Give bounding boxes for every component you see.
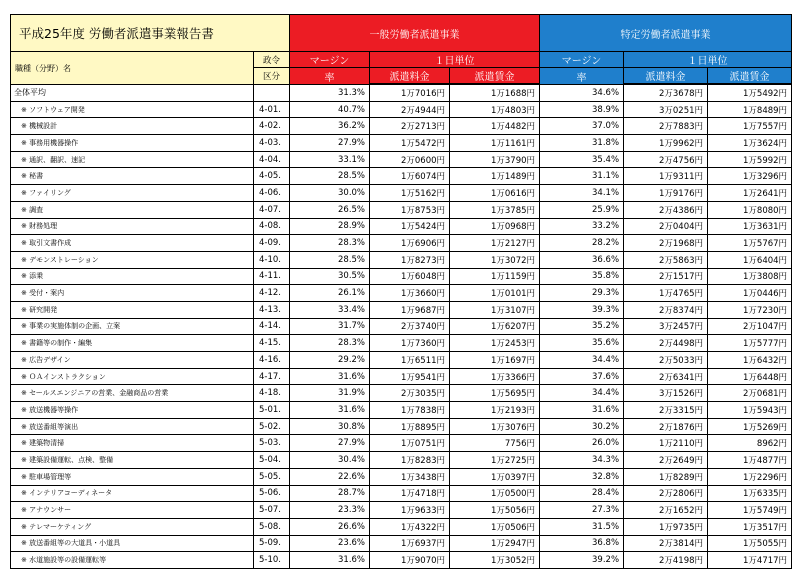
general-margin-cell: 31.6% [290, 368, 370, 385]
specific-fee-cell: 2万2649円 [624, 452, 708, 469]
general-wage-cell: 1万2453円 [450, 335, 540, 352]
specific-wage-cell: 1万7557円 [708, 118, 792, 135]
occupation-cell: ※ 駐車場管理等 [11, 468, 254, 485]
code-cell: 5-05. [254, 468, 290, 485]
general-fee-cell: 1万5472円 [370, 135, 450, 152]
general-fee-cell: 1万9633円 [370, 502, 450, 519]
code-header-bottom: 区分 [254, 68, 290, 85]
specific-daily-unit-header: １日単位 [624, 52, 792, 68]
specific-margin-cell: 31.6% [540, 402, 624, 419]
dispatch-report-table [10, 14, 792, 569]
general-fee-cell: 1万3660円 [370, 285, 450, 302]
general-margin-cell: 28.5% [290, 168, 370, 185]
specific-wage-cell: 1万7230円 [708, 301, 792, 318]
general-margin-cell: 36.2% [290, 118, 370, 135]
general-margin-cell: 31.7% [290, 318, 370, 335]
specific-wage-cell: 1万6432円 [708, 352, 792, 369]
specific-fee-cell: 3万1526円 [624, 385, 708, 402]
specific-fee-cell: 2万0404円 [624, 218, 708, 235]
specific-margin-header-bottom: 率 [540, 68, 624, 85]
table-row [11, 301, 792, 318]
general-margin-cell: 28.3% [290, 235, 370, 252]
occupation-cell: ※ ＯＡインストラクション [11, 368, 254, 385]
specific-wage-cell: 1万6335円 [708, 485, 792, 502]
table-row [11, 185, 792, 202]
occupation-cell: ※ アナウンサー [11, 502, 254, 519]
general-dispatch-header: 一般労働者派遣事業 [290, 15, 540, 52]
specific-margin-cell: 25.9% [540, 201, 624, 218]
general-fee-cell: 1万6074円 [370, 168, 450, 185]
occupation-cell: ※ 機械設計 [11, 118, 254, 135]
general-daily-unit-header: １日単位 [370, 52, 540, 68]
general-wage-cell: 1万4803円 [450, 101, 540, 118]
code-cell: 4-04. [254, 151, 290, 168]
specific-wage-cell: 1万2296円 [708, 468, 792, 485]
table-row [11, 151, 792, 168]
specific-fee-cell: 2万3315円 [624, 402, 708, 419]
occupation-cell: ※ 財務処理 [11, 218, 254, 235]
table-row [11, 285, 792, 302]
occupation-cell: ※ セールスエンジニアの営業、金融商品の営業 [11, 385, 254, 402]
general-wage-cell: 7756円 [450, 435, 540, 452]
table-row [11, 201, 792, 218]
code-cell: 4-02. [254, 118, 290, 135]
general-margin-cell: 23.6% [290, 535, 370, 552]
specific-fee-cell: 2万3678円 [624, 85, 708, 102]
occupation-cell: ※ 事業の実施体制の企画、立案 [11, 318, 254, 335]
specific-wage-cell: 1万8080円 [708, 201, 792, 218]
general-fee-header: 派遣料金 [370, 68, 450, 84]
specific-margin-cell: 34.3% [540, 452, 624, 469]
code-cell: 4-14. [254, 318, 290, 335]
general-margin-cell: 28.9% [290, 218, 370, 235]
general-fee-cell: 1万7838円 [370, 402, 450, 419]
occupation-cell: ※ 広告デザイン [11, 352, 254, 369]
specific-fee-cell: 2万6341円 [624, 368, 708, 385]
specific-fee-cell: 1万2110円 [624, 435, 708, 452]
specific-margin-cell: 32.8% [540, 468, 624, 485]
occupation-cell: ※ 取引文書作成 [11, 235, 254, 252]
specific-fee-cell: 2万2806円 [624, 485, 708, 502]
occupation-cell: ※ 添乗 [11, 268, 254, 285]
specific-fee-cell: 2万4198円 [624, 552, 708, 569]
specific-margin-cell: 38.9% [540, 101, 624, 118]
specific-wage-cell: 2万1047円 [708, 318, 792, 335]
specific-fee-cell: 2万7883円 [624, 118, 708, 135]
general-fee-cell: 1万6511円 [370, 352, 450, 369]
general-margin-cell: 23.3% [290, 502, 370, 519]
general-fee-cell: 1万4322円 [370, 518, 450, 535]
general-fee-cell: 1万6048円 [370, 268, 450, 285]
specific-fee-cell: 3万2457円 [624, 318, 708, 335]
specific-margin-cell: 31.5% [540, 518, 624, 535]
specific-wage-cell: 1万0446円 [708, 285, 792, 302]
general-fee-cell: 1万9541円 [370, 368, 450, 385]
specific-margin-cell: 36.6% [540, 251, 624, 268]
code-cell: 4-11. [254, 268, 290, 285]
general-fee-cell: 1万5424円 [370, 218, 450, 235]
code-header-top: 政令 [254, 52, 290, 68]
general-margin-cell: 27.9% [290, 135, 370, 152]
table-row [11, 218, 792, 235]
specific-margin-cell: 33.2% [540, 218, 624, 235]
code-cell: 4-13. [254, 301, 290, 318]
general-wage-cell: 1万3366円 [450, 368, 540, 385]
table-row [11, 368, 792, 385]
specific-wage-cell: 1万2641円 [708, 185, 792, 202]
occupation-cell: ※ ソフトウェア開発 [11, 101, 254, 118]
occupation-cell: ※ 書籍等の制作・編集 [11, 335, 254, 352]
table-row [11, 385, 792, 402]
specific-margin-cell: 28.4% [540, 485, 624, 502]
specific-wage-cell: 1万5992円 [708, 151, 792, 168]
table-row [11, 118, 792, 135]
specific-margin-cell: 35.6% [540, 335, 624, 352]
specific-fee-cell: 1万9735円 [624, 518, 708, 535]
code-cell: 4-06. [254, 185, 290, 202]
code-cell: 4-03. [254, 135, 290, 152]
specific-fee-cell: 2万1517円 [624, 268, 708, 285]
specific-margin-cell: 34.4% [540, 352, 624, 369]
occupation-header: 職種（分野）名 [11, 52, 254, 85]
specific-margin-cell: 31.8% [540, 135, 624, 152]
occupation-cell: ※ ファイリング [11, 185, 254, 202]
general-fee-cell: 1万7360円 [370, 335, 450, 352]
occupation-cell: ※ 事務用機器操作 [11, 135, 254, 152]
general-fee-cell: 1万8273円 [370, 251, 450, 268]
code-cell: 4-01. [254, 101, 290, 118]
general-fee-cell: 2万0600円 [370, 151, 450, 168]
general-margin-header-top: マージン [290, 52, 370, 68]
report-title: 平成25年度 労働者派遣事業報告書 [11, 15, 290, 52]
general-fee-cell: 2万3740円 [370, 318, 450, 335]
specific-wage-cell: 1万4717円 [708, 552, 792, 569]
general-margin-cell: 26.6% [290, 518, 370, 535]
table-row [11, 168, 792, 185]
general-wage-cell: 1万1489円 [450, 168, 540, 185]
general-margin-cell: 28.7% [290, 485, 370, 502]
specific-fee-cell: 2万4756円 [624, 151, 708, 168]
general-margin-cell: 29.2% [290, 352, 370, 369]
code-cell: 5-01. [254, 402, 290, 419]
specific-margin-cell: 37.0% [540, 118, 624, 135]
specific-margin-cell: 39.3% [540, 301, 624, 318]
occupation-cell: ※ インテリアコーディネータ [11, 485, 254, 502]
specific-wage-cell: 1万3808円 [708, 268, 792, 285]
general-margin-cell: 33.4% [290, 301, 370, 318]
general-margin-cell: 30.5% [290, 268, 370, 285]
table-row [11, 235, 792, 252]
code-cell: 4-09. [254, 235, 290, 252]
general-wage-cell: 1万0968円 [450, 218, 540, 235]
specific-wage-cell: 1万5749円 [708, 502, 792, 519]
specific-wage-cell: 1万5943円 [708, 402, 792, 419]
specific-margin-cell: 30.2% [540, 418, 624, 435]
general-margin-cell: 30.0% [290, 185, 370, 202]
general-wage-cell: 1万3076円 [450, 418, 540, 435]
specific-fee-cell: 1万9962円 [624, 135, 708, 152]
specific-wage-cell: 1万3517円 [708, 518, 792, 535]
table-row [11, 418, 792, 435]
specific-fee-cell: 2万5863円 [624, 251, 708, 268]
general-fee-cell: 2万3035円 [370, 385, 450, 402]
table-row [11, 352, 792, 369]
general-margin-header-bottom: 率 [290, 68, 370, 85]
specific-margin-header-top: マージン [540, 52, 624, 68]
table-row [11, 335, 792, 352]
specific-wage-cell: 1万6448円 [708, 368, 792, 385]
specific-fee-cell: 2万3814円 [624, 535, 708, 552]
specific-wage-cell: 1万5492円 [708, 85, 792, 102]
specific-margin-cell: 28.2% [540, 235, 624, 252]
specific-margin-cell: 34.1% [540, 185, 624, 202]
general-margin-cell: 26.5% [290, 201, 370, 218]
general-margin-cell: 28.3% [290, 335, 370, 352]
specific-margin-cell: 34.4% [540, 385, 624, 402]
specific-margin-cell: 39.2% [540, 552, 624, 569]
table-row [11, 435, 792, 452]
specific-fee-header: 派遣料金 [624, 68, 708, 84]
specific-margin-cell: 29.3% [540, 285, 624, 302]
code-cell: 4-18. [254, 385, 290, 402]
specific-wage-cell: 8962円 [708, 435, 792, 452]
specific-margin-cell: 26.0% [540, 435, 624, 452]
general-fee-cell: 1万8895円 [370, 418, 450, 435]
specific-wage-cell: 1万4877円 [708, 452, 792, 469]
occupation-cell: ※ 建築設備運転、点検、整備 [11, 452, 254, 469]
code-cell: 5-02. [254, 418, 290, 435]
general-fee-cell: 1万6937円 [370, 535, 450, 552]
general-wage-cell: 1万0397円 [450, 468, 540, 485]
general-wage-cell: 1万6207円 [450, 318, 540, 335]
table-row [11, 468, 792, 485]
table-row [11, 318, 792, 335]
code-cell: 4-16. [254, 352, 290, 369]
general-wage-cell: 1万0616円 [450, 185, 540, 202]
general-fee-cell: 1万8283円 [370, 452, 450, 469]
specific-fee-cell: 3万0251円 [624, 101, 708, 118]
code-cell: 4-12. [254, 285, 290, 302]
general-wage-cell: 1万0500円 [450, 485, 540, 502]
occupation-cell: ※ 秘書 [11, 168, 254, 185]
specific-wage-cell: 2万0681円 [708, 385, 792, 402]
specific-margin-cell: 31.1% [540, 168, 624, 185]
code-cell: 4-15. [254, 335, 290, 352]
code-cell: 5-10. [254, 552, 290, 569]
occupation-cell: ※ 建築物清掃 [11, 435, 254, 452]
occupation-cell: 全体平均 [11, 85, 254, 102]
specific-wage-cell: 1万6404円 [708, 251, 792, 268]
general-fee-cell: 1万5162円 [370, 185, 450, 202]
general-margin-cell: 33.1% [290, 151, 370, 168]
code-cell: 5-07. [254, 502, 290, 519]
table-row [11, 402, 792, 419]
occupation-cell: ※ 水道施設等の設備運転等 [11, 552, 254, 569]
general-fee-cell: 1万9687円 [370, 301, 450, 318]
occupation-cell: ※ デモンストレーション [11, 251, 254, 268]
specific-fee-cell: 2万5033円 [624, 352, 708, 369]
general-wage-cell: 1万1688円 [450, 85, 540, 102]
general-wage-cell: 1万3052円 [450, 552, 540, 569]
table-row [11, 452, 792, 469]
general-margin-cell: 31.6% [290, 402, 370, 419]
specific-wage-cell: 1万8489円 [708, 101, 792, 118]
specific-margin-cell: 35.2% [540, 318, 624, 335]
general-margin-cell: 30.8% [290, 418, 370, 435]
occupation-cell: ※ 受付・案内 [11, 285, 254, 302]
specific-wage-cell: 1万5269円 [708, 418, 792, 435]
specific-fee-cell: 2万8374円 [624, 301, 708, 318]
specific-fee-cell: 2万1652円 [624, 502, 708, 519]
table-row [11, 535, 792, 552]
general-fee-cell: 1万4718円 [370, 485, 450, 502]
specific-wage-cell: 1万3624円 [708, 135, 792, 152]
general-wage-cell: 1万2947円 [450, 535, 540, 552]
occupation-cell: ※ 放送機器等操作 [11, 402, 254, 419]
general-wage-cell: 1万3072円 [450, 251, 540, 268]
general-fee-cell: 1万3438円 [370, 468, 450, 485]
specific-margin-cell: 35.4% [540, 151, 624, 168]
occupation-cell: ※ 通訳、翻訳、速記 [11, 151, 254, 168]
specific-wage-cell: 1万5767円 [708, 235, 792, 252]
general-margin-cell: 22.6% [290, 468, 370, 485]
general-fee-cell: 2万2713円 [370, 118, 450, 135]
general-margin-cell: 31.9% [290, 385, 370, 402]
table-row [11, 85, 792, 102]
table-row [11, 251, 792, 268]
specific-margin-cell: 34.6% [540, 85, 624, 102]
general-margin-cell: 27.9% [290, 435, 370, 452]
specific-margin-cell: 27.3% [540, 502, 624, 519]
table-row [11, 101, 792, 118]
general-fee-cell: 1万7016円 [370, 85, 450, 102]
general-wage-cell: 1万1697円 [450, 352, 540, 369]
code-cell [254, 85, 290, 102]
general-wage-cell: 1万1159円 [450, 268, 540, 285]
general-margin-cell: 31.3% [290, 85, 370, 102]
general-fee-cell: 1万0751円 [370, 435, 450, 452]
general-margin-cell: 26.1% [290, 285, 370, 302]
table-row [11, 485, 792, 502]
specific-fee-cell: 1万4765円 [624, 285, 708, 302]
occupation-cell: ※ 放送番組等の大道具・小道具 [11, 535, 254, 552]
general-wage-cell: 1万3107円 [450, 301, 540, 318]
general-margin-cell: 31.6% [290, 552, 370, 569]
code-cell: 4-10. [254, 251, 290, 268]
code-cell: 5-03. [254, 435, 290, 452]
specific-margin-cell: 36.8% [540, 535, 624, 552]
occupation-cell: ※ 放送番組等演出 [11, 418, 254, 435]
general-wage-cell: 1万0506円 [450, 518, 540, 535]
general-fee-cell: 1万9070円 [370, 552, 450, 569]
occupation-cell: ※ 調査 [11, 201, 254, 218]
general-fee-cell: 2万4944円 [370, 101, 450, 118]
specific-fee-cell: 2万1876円 [624, 418, 708, 435]
specific-fee-cell: 1万9176円 [624, 185, 708, 202]
code-cell: 4-07. [254, 201, 290, 218]
general-fee-cell: 1万6906円 [370, 235, 450, 252]
code-cell: 4-05. [254, 168, 290, 185]
general-wage-cell: 1万1161円 [450, 135, 540, 152]
table-row [11, 135, 792, 152]
specific-wage-cell: 1万3296円 [708, 168, 792, 185]
specific-wage-header: 派遣賃金 [708, 68, 792, 84]
code-cell: 4-17. [254, 368, 290, 385]
general-wage-cell: 1万4482円 [450, 118, 540, 135]
table-row [11, 502, 792, 519]
general-wage-cell: 1万2127円 [450, 235, 540, 252]
specific-fee-cell: 2万4386円 [624, 201, 708, 218]
general-fee-cell: 1万8753円 [370, 201, 450, 218]
code-cell: 5-09. [254, 535, 290, 552]
occupation-cell: ※ テレマーケティング [11, 518, 254, 535]
specific-margin-cell: 37.6% [540, 368, 624, 385]
general-wage-cell: 1万5695円 [450, 385, 540, 402]
code-cell: 5-06. [254, 485, 290, 502]
general-margin-cell: 40.7% [290, 101, 370, 118]
specific-wage-cell: 1万3631円 [708, 218, 792, 235]
general-wage-cell: 1万5056円 [450, 502, 540, 519]
general-wage-header: 派遣賃金 [450, 68, 540, 84]
general-wage-cell: 1万3790円 [450, 151, 540, 168]
specific-fee-cell: 2万1968円 [624, 235, 708, 252]
specific-fee-cell: 2万4498円 [624, 335, 708, 352]
table-row [11, 268, 792, 285]
general-wage-cell: 1万2725円 [450, 452, 540, 469]
table-row [11, 518, 792, 535]
specific-margin-cell: 35.8% [540, 268, 624, 285]
general-margin-cell: 30.4% [290, 452, 370, 469]
general-wage-cell: 1万0101円 [450, 285, 540, 302]
general-wage-cell: 1万3785円 [450, 201, 540, 218]
occupation-cell: ※ 研究開発 [11, 301, 254, 318]
general-margin-cell: 28.5% [290, 251, 370, 268]
specific-wage-cell: 1万5777円 [708, 335, 792, 352]
general-wage-cell: 1万2193円 [450, 402, 540, 419]
specific-wage-cell: 1万5055円 [708, 535, 792, 552]
code-cell: 5-04. [254, 452, 290, 469]
specific-fee-cell: 1万9311円 [624, 168, 708, 185]
code-cell: 5-08. [254, 518, 290, 535]
code-cell: 4-08. [254, 218, 290, 235]
specific-fee-cell: 1万8289円 [624, 468, 708, 485]
specific-dispatch-header: 特定労働者派遣事業 [540, 15, 792, 52]
